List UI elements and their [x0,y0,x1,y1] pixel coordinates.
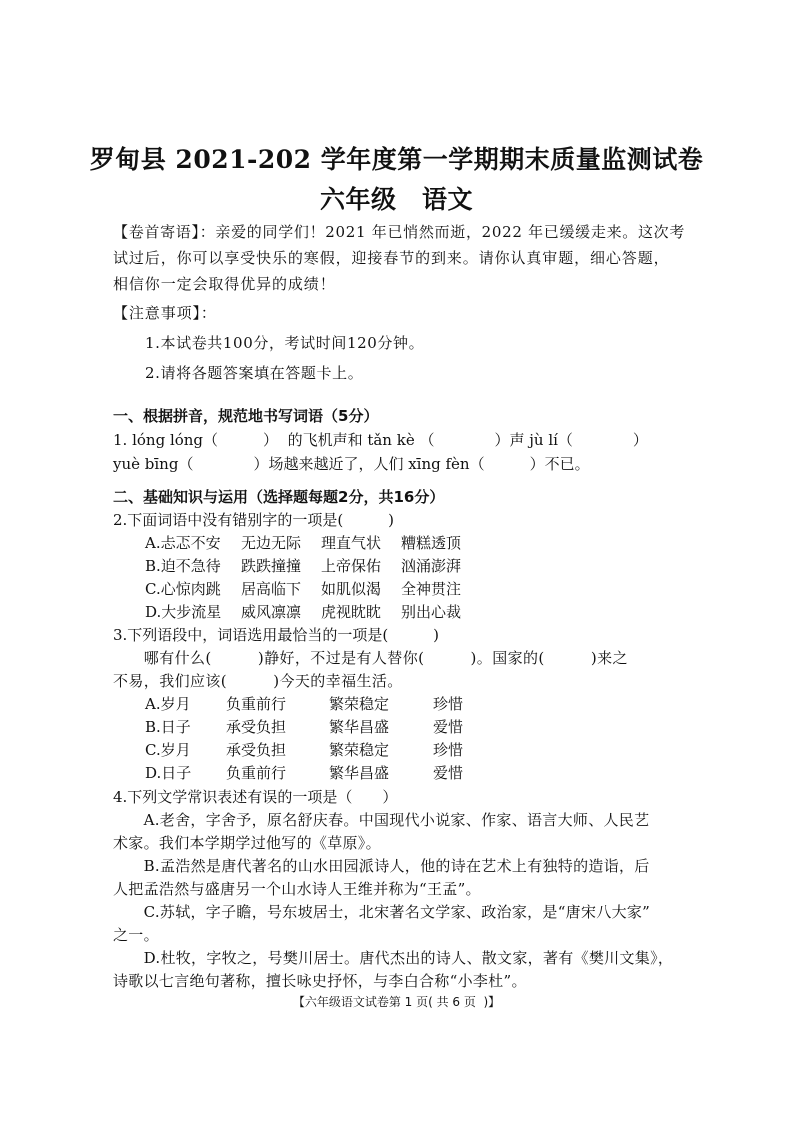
option-cell: 繁荣稳定 [329,695,390,713]
option-cell: 虎视眈眈 [321,603,382,621]
pinyin-line: 1. lóng lóng（ ） 的飞机声和 tǎn kè （ ）声 jù lí（ ） [113,431,648,449]
option-cell: 别出心裁 [401,603,462,621]
option-line: A.老舍，字舍予，原名舒庆春。中国现代小说家、作家、语言大师、人民艺 [113,811,650,829]
exam-title: 罗甸县 2021-202 学年度第一学期期末质量监测试卷 [89,145,704,174]
option-cell: 繁荣稳定 [329,741,390,759]
option-cell: 如肌似渴 [321,580,382,598]
question-stem: 3.下列语段中，词语选用最恰当的一项是( ) [113,626,440,644]
exam-subtitle: 六年级 语文 [319,185,473,214]
question-stem: 2.下面词语中没有错别字的一项是( ) [113,511,395,529]
note-item: 1.本试卷共100分，考试时间120分钟。 [145,334,425,352]
question-stem: 4.下列文学常识表述有误的一项是（ ） [113,788,398,806]
section-heading: 二、基础知识与运用（选择题每题2分，共16分） [113,488,445,506]
option-cell: 爱惜 [433,764,464,782]
option-line: C.苏轼，字子瞻，号东坡居士，北宋著名文学家、政治家，是“唐宋八大家” [113,903,651,921]
intro-line: 相信你一定会取得优异的成绩！ [113,275,336,293]
option-line: 之一。 [113,926,159,944]
option-cell: 爱惜 [433,718,464,736]
option-cell: B.迫不急待 [145,557,221,575]
option-cell: 无边无际 [241,534,302,552]
option-cell: 威风凛凛 [241,603,302,621]
option-cell: 理直气状 [321,534,382,552]
intro-line: 【卷首寄语】：亲爱的同学们！2021 年已悄然而逝，2022 年已缓缓走来。这次考 [113,223,686,241]
option-line: 术家。我们本学期学过他写的《草原》。 [113,834,381,852]
option-cell: 繁华昌盛 [329,764,390,782]
option-cell: 珍惜 [433,695,464,713]
option-cell: 承受负担 [226,718,287,736]
option-cell: 珍惜 [433,741,464,759]
pinyin-line: yuè bīng（ ）场越来越近了，人们 xīng fèn（ ）不已。 [113,455,590,473]
passage-line: 不易，我们应该( )今天的幸福生活。 [113,672,403,690]
option-cell: 上帝保佑 [321,557,382,575]
option-cell: D.日子 [145,764,192,782]
option-cell: 负重前行 [226,695,287,713]
option-line: 诗歌以七言绝句著称，擅长咏史抒怀，与李白合称“小李杜”。 [113,972,527,990]
option-cell: D.大步流星 [145,603,222,621]
option-line: 人把孟浩然与盛唐另一个山水诗人王维并称为“王孟”。 [113,880,481,898]
section-heading: 一、根据拼音，规范地书写词语（5分） [113,407,379,425]
page-footer: 【六年级语文试卷第 1 页( 共 6 页 )】 [292,995,501,1009]
note-item: 2.请将各题答案填在答题卡上。 [145,364,364,382]
option-cell: 居高临下 [241,580,302,598]
option-cell: A.忐忑不安 [145,534,221,552]
option-cell: 繁华昌盛 [329,718,390,736]
passage-line: 哪有什么( )静好，不过是有人替你( )。国家的( )来之 [113,649,628,667]
option-cell: 承受负担 [226,741,287,759]
option-cell: C.心惊肉跳 [145,580,221,598]
option-cell: 糟糕透顶 [401,534,462,552]
option-line: D.杜牧，字牧之，号樊川居士。唐代杰出的诗人、散文家，著有《樊川文集》， [113,949,674,967]
option-cell: 跌跌撞撞 [241,557,302,575]
option-cell: A.岁月 [145,695,191,713]
notes-heading: 【注意事项】： [113,304,217,322]
intro-line: 试过后，你可以享受快乐的寒假，迎接春节的到来。请你认真审题，细心答题， [113,249,670,267]
option-cell: 负重前行 [226,764,287,782]
option-cell: 汹涌澎湃 [401,557,462,575]
option-cell: C.岁月 [145,741,191,759]
option-cell: B.日子 [145,718,191,736]
option-cell: 全神贯注 [401,580,462,598]
option-line: B.孟浩然是唐代著名的山水田园派诗人，他的诗在艺术上有独特的造诣，后 [113,857,650,875]
